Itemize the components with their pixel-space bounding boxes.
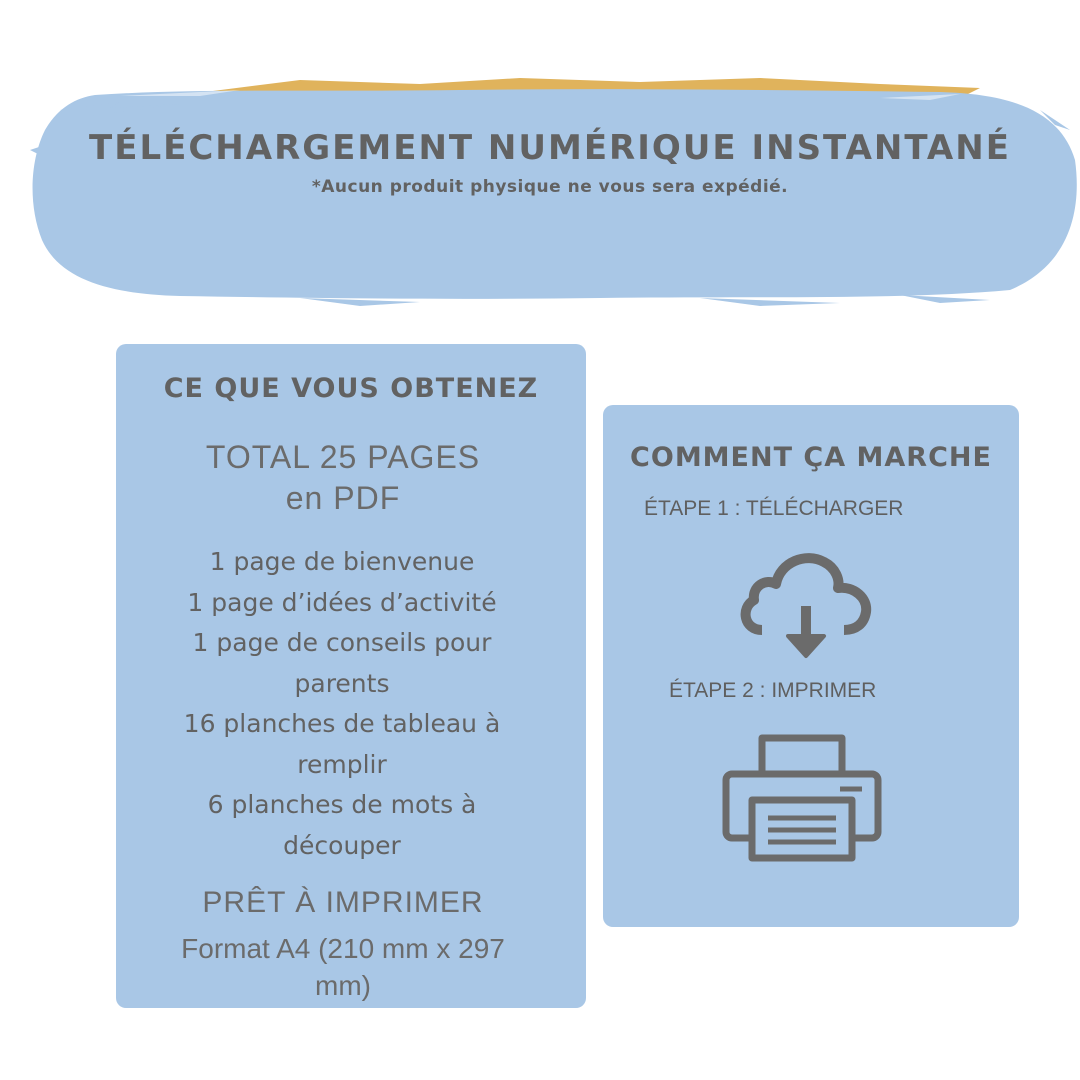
step-2-label: ÉTAPE 2 : IMPRIMER — [669, 679, 877, 702]
total-pages — [116, 437, 570, 519]
list-item: 1 page de conseils pour parents — [192, 628, 492, 698]
total-pages-line1: TOTAL 25 PAGES — [205, 439, 481, 475]
how-it-works-title: COMMENT ÇA MARCHE — [630, 442, 992, 473]
what-you-get-title: CE QUE VOUS OBTENEZ — [163, 373, 539, 404]
list-item: 1 page d’idées d’activité — [187, 587, 497, 617]
banner — [0, 0, 1080, 320]
banner-title: TÉLÉCHARGEMENT NUMÉRIQUE INSTANTANÉ — [89, 128, 1011, 168]
ready-to-print-label: PRÊT À IMPRIMER — [202, 886, 484, 919]
list-item: 1 page de bienvenue — [209, 547, 475, 576]
cloud-download-icon — [736, 548, 876, 663]
list-item: 6 planches de mots à découper — [207, 790, 477, 860]
format-label: Format A4 (210 mm x 297 mm) — [181, 933, 505, 1001]
list-item: 16 planches de tableau à remplir — [183, 709, 501, 779]
contents-list — [150, 542, 534, 866]
step-1-label: ÉTAPE 1 : TÉLÉCHARGER — [644, 497, 904, 520]
printer-icon — [722, 734, 882, 864]
total-pages-line2: en PDF — [285, 480, 401, 516]
banner-subtitle: *Aucun produit physique ne vous sera expédié. — [311, 177, 789, 197]
